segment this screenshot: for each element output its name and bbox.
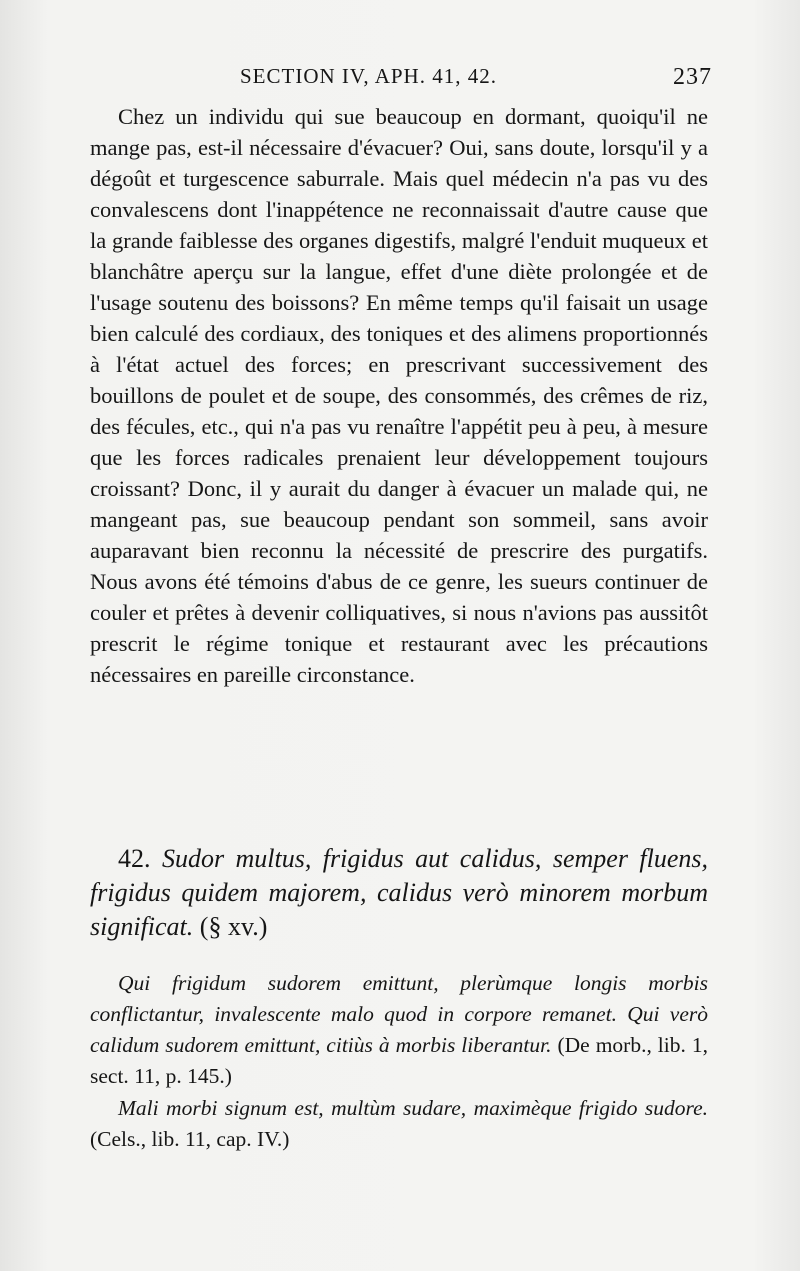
page-number: 237 <box>673 64 712 90</box>
running-head: SECTION IV, APH. 41, 42. <box>240 64 497 88</box>
page-header <box>90 62 712 98</box>
aphorism-number: 42. <box>118 844 151 873</box>
aphorism-42 <box>90 842 708 944</box>
aphorism-reference: (§ xv.) <box>199 912 268 941</box>
quote-citation: (De morb., lib. 1, sect. 11, p. 145.) <box>90 1033 708 1088</box>
quote-text: Qui frigidum sudorem emittunt, plerùmque longis morbis conflictantur, invalescente malo quod in corpore remanet. Qui verò calidum sudorem emittunt, citiùs à morbis liberantur. <box>90 971 708 1057</box>
quote-citation: (Cels., lib. 11, cap. IV.) <box>90 1127 290 1151</box>
aphorism-text: Sudor multus, frigidus aut calidus, semper fluens, frigidus quidem majorem, calidus verò minorem morbum significat. <box>90 844 708 941</box>
main-paragraph: Chez un individu qui sue beaucoup en dormant, quoiqu'il ne mange pas, est-il nécessaire d'évacuer? Oui, sans doute, lorsqu'il y a dégoût et turgescence saburrale. Mais quel médecin n'a pas vu des convalescens dont l'inappétence ne reconnaissait d'autre cause que la grande faiblesse des organes digestifs, malgré l'enduit muqueux et blanchâtre aperçu sur la langue, effet d'une diète prolongée et de l'usage soutenu des boissons? En même temps qu'il faisait un usage bien calculé des cordiaux, des toniques et des alimens proportionnés à l'état actuel des forces; en prescrivant successivement des bouillons de poulet et de soupe, des consommés, des crêmes de riz, des fécules, etc., qui n'a pas vu renaître l'appétit peu à peu, à mesure que les forces radicales prenaient leur développement toujours croissant? Donc, il y aurait du danger à évacuer un malade qui, ne mangeant pas, sue beaucoup pendant son sommeil, sans avoir auparavant bien reconnu la nécessité de prescrire des purgatifs. Nous avons été témoins d'abus de ce genre, les sueurs continuer de couler et prêtes à devenir colliquatives, si nous n'avions pas aussitôt prescrit le régime tonique et restaurant avec les précautions nécessaires en pareille circonstance. <box>90 104 708 687</box>
quote-hippocrates <box>90 968 708 1092</box>
quote-text: Mali morbi signum est, multùm sudare, maximèque frigido sudore. <box>118 1096 708 1120</box>
quote-celsus <box>90 1093 708 1155</box>
